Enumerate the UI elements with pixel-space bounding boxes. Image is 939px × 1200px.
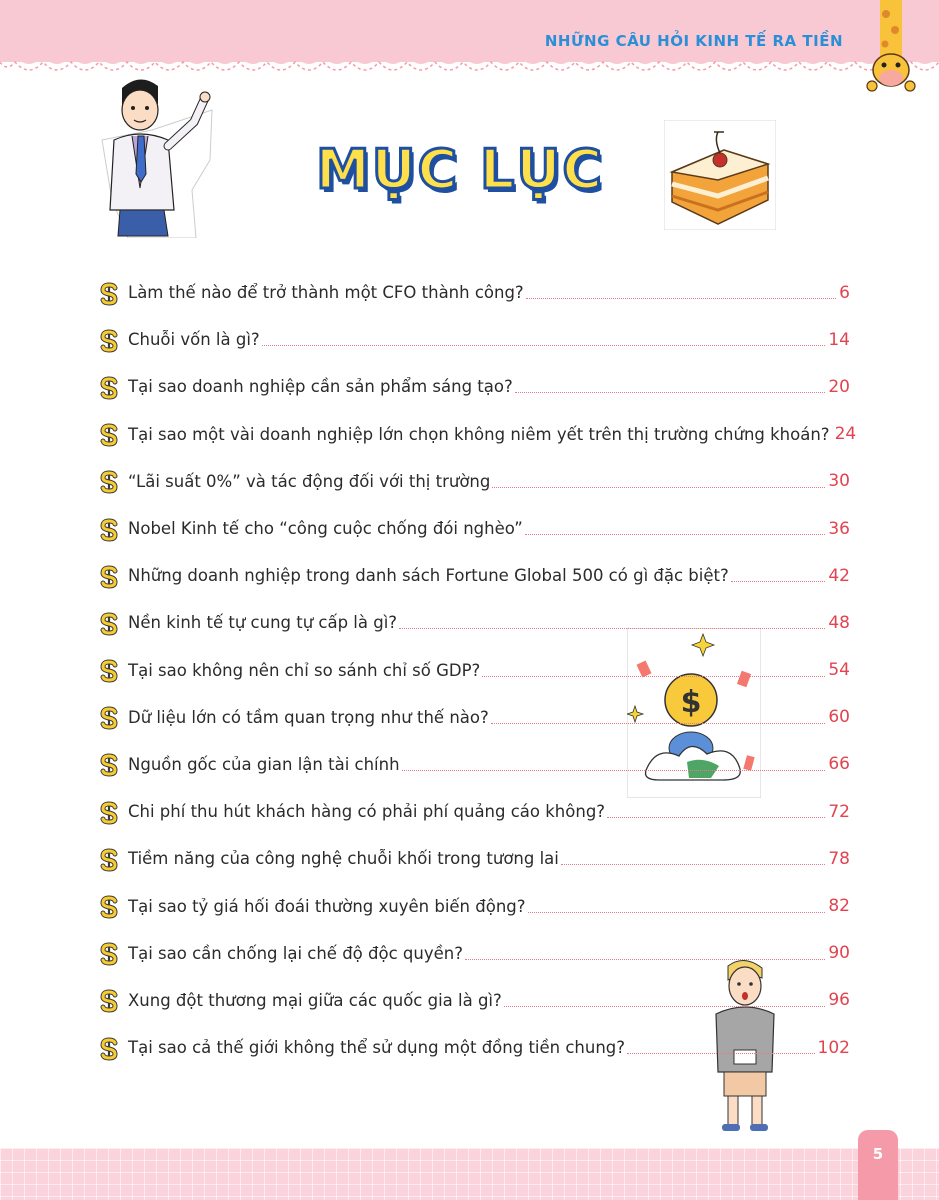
dot-leader — [504, 994, 826, 1007]
dot-leader — [607, 805, 825, 818]
dollar-icon — [100, 848, 118, 872]
dollar-icon — [100, 282, 118, 306]
toc-entry-title: Nguồn gốc của gian lận tài chính — [128, 754, 400, 774]
page-number-tab — [858, 1130, 898, 1200]
toc-entry[interactable] — [100, 599, 850, 646]
toc-entry-title: Tại sao doanh nghiệp cần sản phẩm sáng tạo? — [128, 377, 513, 397]
dollar-icon — [100, 612, 118, 636]
dot-leader — [526, 286, 836, 299]
svg-text:$: $ — [680, 685, 702, 720]
page-number: 5 — [872, 1145, 884, 1163]
toc-entry-title: Dữ liệu lớn có tầm quan trọng như thế nào? — [128, 707, 489, 727]
toc-entry[interactable] — [100, 458, 850, 505]
toc-entry-page-number: 90 — [828, 943, 850, 964]
dot-leader — [482, 664, 825, 677]
dot-leader — [525, 522, 826, 535]
dollar-icon — [100, 470, 118, 494]
toc-entry[interactable] — [100, 788, 850, 835]
dot-leader — [465, 947, 825, 960]
toc-entry-page-number: 54 — [828, 660, 850, 681]
toc-entry-title: Tại sao tỷ giá hối đoái thường xuyên biến động? — [128, 896, 526, 916]
toc-entry[interactable] — [100, 741, 850, 788]
toc-entry-page-number: 20 — [828, 376, 850, 397]
dollar-icon — [100, 942, 118, 966]
toc-entry[interactable] — [100, 930, 850, 977]
toc-entry-page-number: 102 — [817, 1037, 850, 1058]
toc-entry-page-number: 96 — [828, 990, 850, 1011]
dot-leader — [627, 1041, 815, 1054]
toc-entry-title: Nobel Kinh tế cho “công cuộc chống đói nghèo” — [128, 519, 523, 539]
giraffe-icon — [866, 0, 916, 96]
toc-entry-page-number: 6 — [839, 282, 850, 303]
toc-entry[interactable] — [100, 363, 850, 410]
dollar-icon — [100, 659, 118, 683]
toc-entry-title: Những doanh nghiệp trong danh sách Fortune Global 500 có gì đặc biệt? — [128, 566, 729, 586]
toc-entry-page-number: 48 — [828, 612, 850, 633]
toc-entry-page-number: 36 — [828, 518, 850, 539]
dot-leader — [492, 475, 825, 488]
toc-entry-page-number: 42 — [828, 565, 850, 586]
dot-leader — [402, 758, 826, 771]
dot-leader — [731, 569, 826, 582]
toc-entry-title: Tiềm năng của công nghệ chuỗi khối trong tương lai — [128, 849, 559, 869]
toc-entry[interactable] — [100, 694, 850, 741]
toc-entry-title: Xung đột thương mại giữa các quốc gia là gì? — [128, 990, 502, 1010]
dollar-icon — [100, 423, 118, 447]
dollar-icon — [100, 989, 118, 1013]
dot-leader — [528, 900, 826, 913]
toc-entry-page-number: 78 — [828, 848, 850, 869]
toc-entry-page-number: 30 — [828, 471, 850, 492]
toc-entry[interactable] — [100, 552, 850, 599]
toc-entry[interactable] — [100, 977, 850, 1024]
dollar-icon — [100, 376, 118, 400]
cake-illustration — [664, 120, 776, 230]
toc-entry-title: Nền kinh tế tự cung tự cấp là gì? — [128, 613, 398, 633]
toc-entry-title: Chi phí thu hút khách hàng có phải phí quảng cáo không? — [128, 802, 606, 822]
dollar-icon — [100, 801, 118, 825]
dot-leader — [561, 852, 825, 865]
toc-entry-title: Làm thế nào để trở thành một CFO thành công? — [128, 283, 524, 303]
toc-entry[interactable] — [100, 269, 850, 316]
dot-leader — [399, 616, 825, 629]
toc-entry-page-number: 60 — [828, 707, 850, 728]
teacher-illustration — [92, 70, 222, 238]
dot-leader — [491, 711, 826, 724]
toc-entry-page-number: 82 — [828, 896, 850, 917]
toc-entry-title: Tại sao không nên chỉ so sánh chỉ số GDP? — [128, 660, 481, 680]
toc-entry-page-number: 24 — [834, 424, 857, 445]
toc-entry-title: Tại sao một vài doanh nghiệp lớn chọn không niêm yết trên thị trường chứng khoán? — [128, 424, 830, 444]
toc-entry[interactable] — [100, 835, 850, 882]
toc-entry[interactable] — [100, 647, 850, 694]
dot-leader — [515, 380, 826, 393]
page-title: MỤC LỤC — [316, 138, 604, 201]
toc-entry-title: Chuỗi vốn là gì? — [128, 330, 260, 350]
running-title: NHỮNG CÂU HỎI KINH TẾ RA TIỀN — [544, 32, 843, 50]
dollar-icon — [100, 329, 118, 353]
toc-entry[interactable] — [100, 316, 850, 363]
dollar-icon — [100, 565, 118, 589]
dollar-icon — [100, 706, 118, 730]
toc-entry[interactable] — [100, 1024, 850, 1071]
dollar-icon — [100, 1037, 118, 1061]
dot-leader — [262, 333, 826, 346]
toc-entry-page-number: 66 — [828, 754, 850, 775]
toc-entry-page-number: 14 — [828, 329, 850, 350]
toc-entry[interactable] — [100, 505, 850, 552]
toc-entry[interactable] — [100, 882, 850, 929]
dollar-icon — [100, 518, 118, 542]
dollar-icon — [100, 895, 118, 919]
toc-entry-title: Tại sao cả thế giới không thể sử dụng một đồng tiền chung? — [128, 1038, 626, 1058]
dollar-icon — [100, 753, 118, 777]
toc-entry-page-number: 72 — [828, 801, 850, 822]
toc-entry[interactable] — [100, 411, 857, 458]
toc-entry-title: “Lãi suất 0%” và tác động đối với thị trường — [128, 471, 491, 491]
footer-band — [0, 1148, 939, 1200]
table-of-contents — [100, 269, 857, 1071]
toc-entry-title: Tại sao cần chống lại chế độ độc quyền? — [128, 943, 463, 963]
